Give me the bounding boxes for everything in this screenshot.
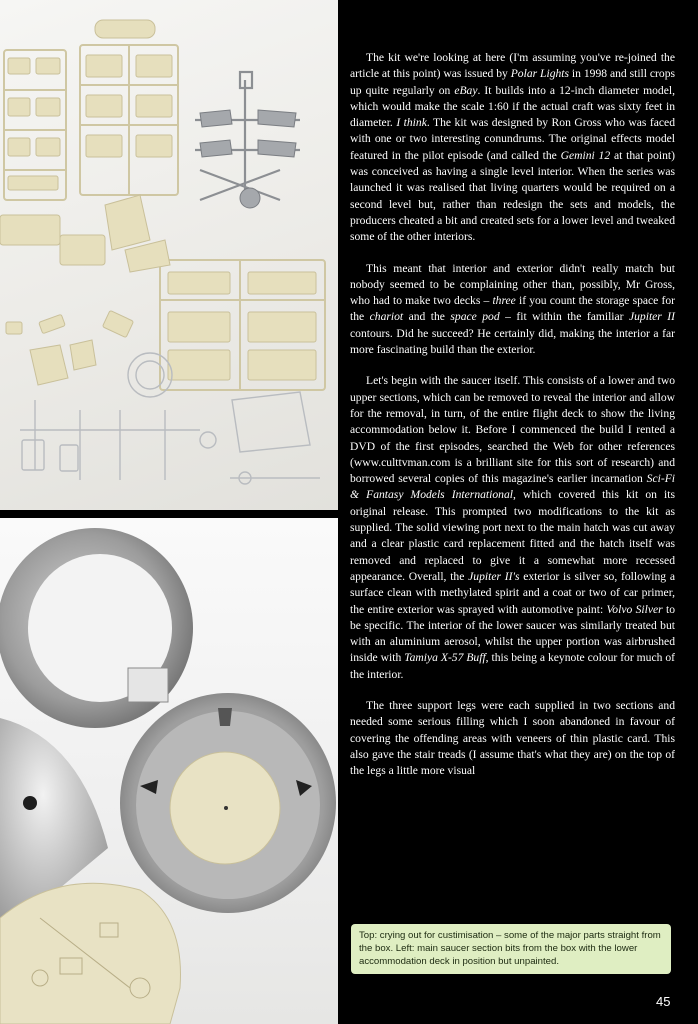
text-run: . The kit was designed by Ron Gross who was faced with one or two interesting conundrums. The original effects model featured in the pilot episode (and called the bbox=[350, 116, 675, 162]
italic-run: chariot bbox=[369, 310, 404, 324]
text-run: , which covered this kit on its original release. This prompted two modifications to the kit as supplied. The solid viewing port next to the main hatch was cut away and a clear plastic card replacement fitted and the hatch itself was removed and replaced to give it a somewhat more recessed appearance. Overall, the bbox=[350, 488, 675, 583]
text-run: contours. Did he succeed? He certainly did, making the interior a far more fascinating build than the exterior. bbox=[350, 326, 675, 357]
italic-run: eBay bbox=[454, 83, 478, 97]
photo-column bbox=[0, 0, 338, 1024]
photo-caption: Top: crying out for custimisation – some of the major parts straight from the box. Left: main saucer section bits from the box with the lower accommodation deck in position but unpainted. bbox=[351, 924, 671, 974]
saucer-parts-illustration bbox=[0, 518, 338, 1024]
italic-run: I think bbox=[396, 116, 427, 130]
article-paragraph bbox=[350, 261, 675, 359]
kit-sprues-illustration bbox=[0, 0, 338, 510]
article-paragraph bbox=[350, 373, 675, 683]
page-number: 45 bbox=[656, 994, 671, 1009]
italic-run: Tamiya X-57 Buff bbox=[404, 651, 486, 665]
saucer-sections-photo bbox=[0, 518, 338, 1024]
italic-run: Polar Lights bbox=[510, 67, 570, 81]
text-run: – fit within the familiar bbox=[499, 310, 629, 324]
text-run: to be specific. The interior of the lower saucer was similarly treated but with an aluminium aerosol, whilst the upper portion was airbrushed inside with bbox=[350, 602, 676, 665]
text-run: , this being a keynote colour for much of the interior. bbox=[350, 651, 676, 681]
italic-run: Jupiter II's bbox=[468, 569, 520, 583]
italic-run: three bbox=[492, 294, 516, 308]
text-run: Let's begin with the saucer itself. This consists of a lower and two upper sections, which can be removed to reveal the interior and allow for the removal, in turn, of the entire flight deck to show the living accommodation below it. Before I commenced the build I rented a DVD of the first episodes, searched the Web for other references (www.culttvman.com is a brilliant site for this sort of research) and borrowed several copies of this magazine's earlier incarnation bbox=[350, 374, 675, 486]
text-run: . It builds into a 12-inch diameter model, which would make the scale 1:60 if the actual craft was sixty feet in diameter. bbox=[350, 83, 675, 130]
text-run: in 1998 and still crops up quite regularly on bbox=[350, 67, 676, 97]
kit-parts-photo bbox=[0, 0, 338, 510]
text-run: if you count the storage space for the bbox=[350, 294, 675, 324]
italic-run: Volvo Silver bbox=[606, 602, 663, 616]
text-run: This meant that interior and exterior didn't really match but nobody seemed to be complaining other than, possibly, Mr Gross, who had to make two decks – bbox=[350, 261, 675, 308]
text-run: The three support legs were each supplied in two sections and needed some serious filling which I soon abandoned in favour of covering the offending areas with veneers of thin plastic card. This also gave the stair treads (I assume that's what they are) on the top of the legs a little more visual bbox=[350, 698, 675, 778]
italic-run: Jupiter II bbox=[628, 310, 676, 324]
text-run: The kit we're looking at here (I'm assuming you've re-joined the article at this point) was issued by bbox=[350, 51, 675, 81]
italic-run: space pod bbox=[450, 310, 500, 324]
article-paragraph bbox=[350, 50, 675, 246]
italic-run: Sci-Fi & Fantasy Models International bbox=[350, 472, 675, 502]
text-run: at that point) was conceived as having a single level interior. When the series was launched it was realised that living quarters would be required on a second level but, rather than redesign the sets and models, the producers cheated a bit and created sets for a lower level and tweaked some of the other interiors. bbox=[350, 148, 675, 244]
article-paragraph bbox=[350, 698, 675, 779]
italic-run: Gemini 12 bbox=[560, 148, 611, 162]
text-run: exterior is silver so, following a surface clean with methylated spirit and a coat or two of car primer, the entire exterior was sprayed with automotive paint: bbox=[350, 569, 675, 616]
article-body bbox=[350, 50, 675, 779]
text-run: and the bbox=[403, 310, 451, 324]
